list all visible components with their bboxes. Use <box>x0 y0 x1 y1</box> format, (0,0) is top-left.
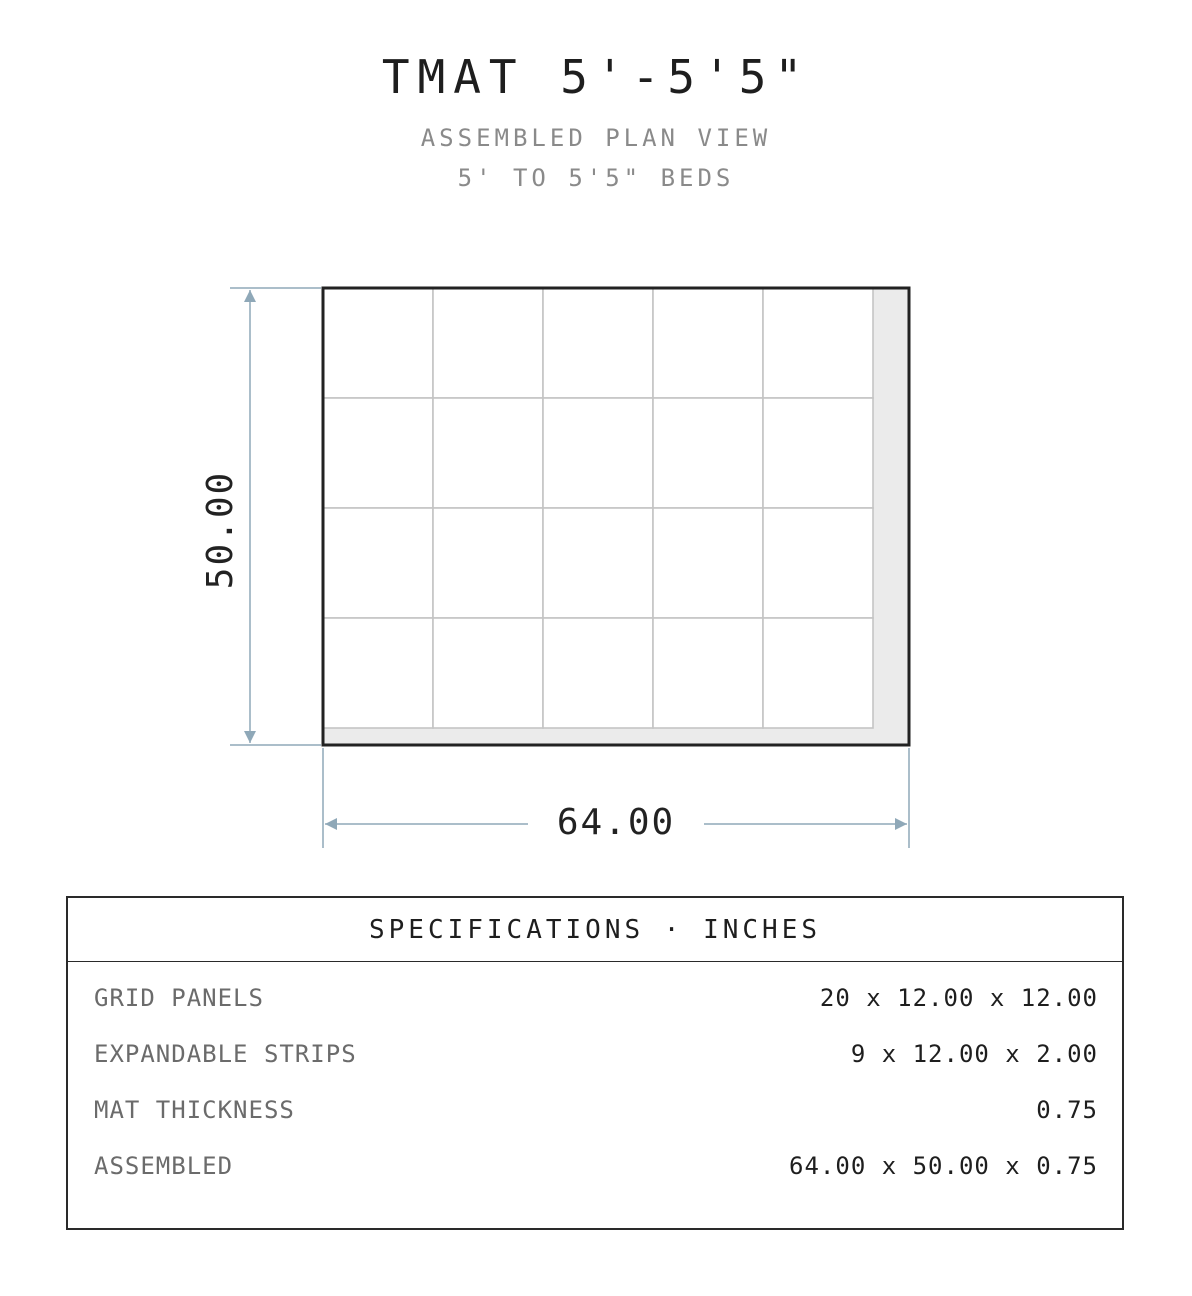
grid-panel <box>323 618 433 728</box>
grid-panel <box>653 398 763 508</box>
spec-row-expandable-strips <box>94 1034 1098 1074</box>
grid-panel <box>433 398 543 508</box>
spec-label: MAT THICKNESS <box>94 1096 295 1124</box>
specifications-header: SPECIFICATIONS · INCHES <box>68 898 1122 962</box>
grid-panel <box>323 398 433 508</box>
height-arrow-top <box>244 290 256 302</box>
spec-value: 9 x 12.00 x 2.00 <box>850 1040 1098 1068</box>
grid-panel <box>543 508 653 618</box>
width-arrow-left <box>325 818 337 830</box>
spec-row-assembled <box>94 1146 1098 1186</box>
grid-panel <box>653 508 763 618</box>
height-label: 50.00 <box>200 470 241 590</box>
height-arrow-bottom <box>244 731 256 743</box>
grid-panel <box>763 508 873 618</box>
grid-panel <box>653 288 763 398</box>
subtitle-view: ASSEMBLED PLAN VIEW <box>420 124 772 152</box>
spec-label: EXPANDABLE STRIPS <box>94 1040 357 1068</box>
grid-panel <box>653 618 763 728</box>
right-expandable-strip <box>873 288 909 745</box>
subtitle-bed-range: 5' TO 5'5" BEDS <box>457 164 735 192</box>
height-dimension <box>230 288 321 745</box>
grid-panel <box>763 618 873 728</box>
spec-value: 64.00 x 50.00 x 0.75 <box>789 1152 1098 1180</box>
page-title: TMAT 5'-5'5" <box>381 50 811 104</box>
grid-panel <box>543 288 653 398</box>
spec-value: 0.75 <box>1036 1096 1098 1124</box>
spec-label: GRID PANELS <box>94 984 264 1012</box>
grid-panel <box>543 618 653 728</box>
spec-row-grid-panels <box>94 978 1098 1018</box>
grid-panel <box>763 288 873 398</box>
width-label: 64.00 <box>556 802 676 843</box>
spec-value: 20 x 12.00 x 12.00 <box>819 984 1098 1012</box>
grid-panel <box>433 508 543 618</box>
grid-panel <box>763 398 873 508</box>
grid-panel <box>323 508 433 618</box>
grid-panel <box>433 618 543 728</box>
specifications-table <box>66 896 1124 1230</box>
grid-panel <box>323 288 433 398</box>
bottom-expandable-strip <box>323 728 909 745</box>
grid-panel <box>543 398 653 508</box>
grid-panels <box>323 288 873 728</box>
spec-label: ASSEMBLED <box>94 1152 234 1180</box>
spec-row-mat-thickness <box>94 1090 1098 1130</box>
grid-panel <box>433 288 543 398</box>
width-arrow-right <box>895 818 907 830</box>
